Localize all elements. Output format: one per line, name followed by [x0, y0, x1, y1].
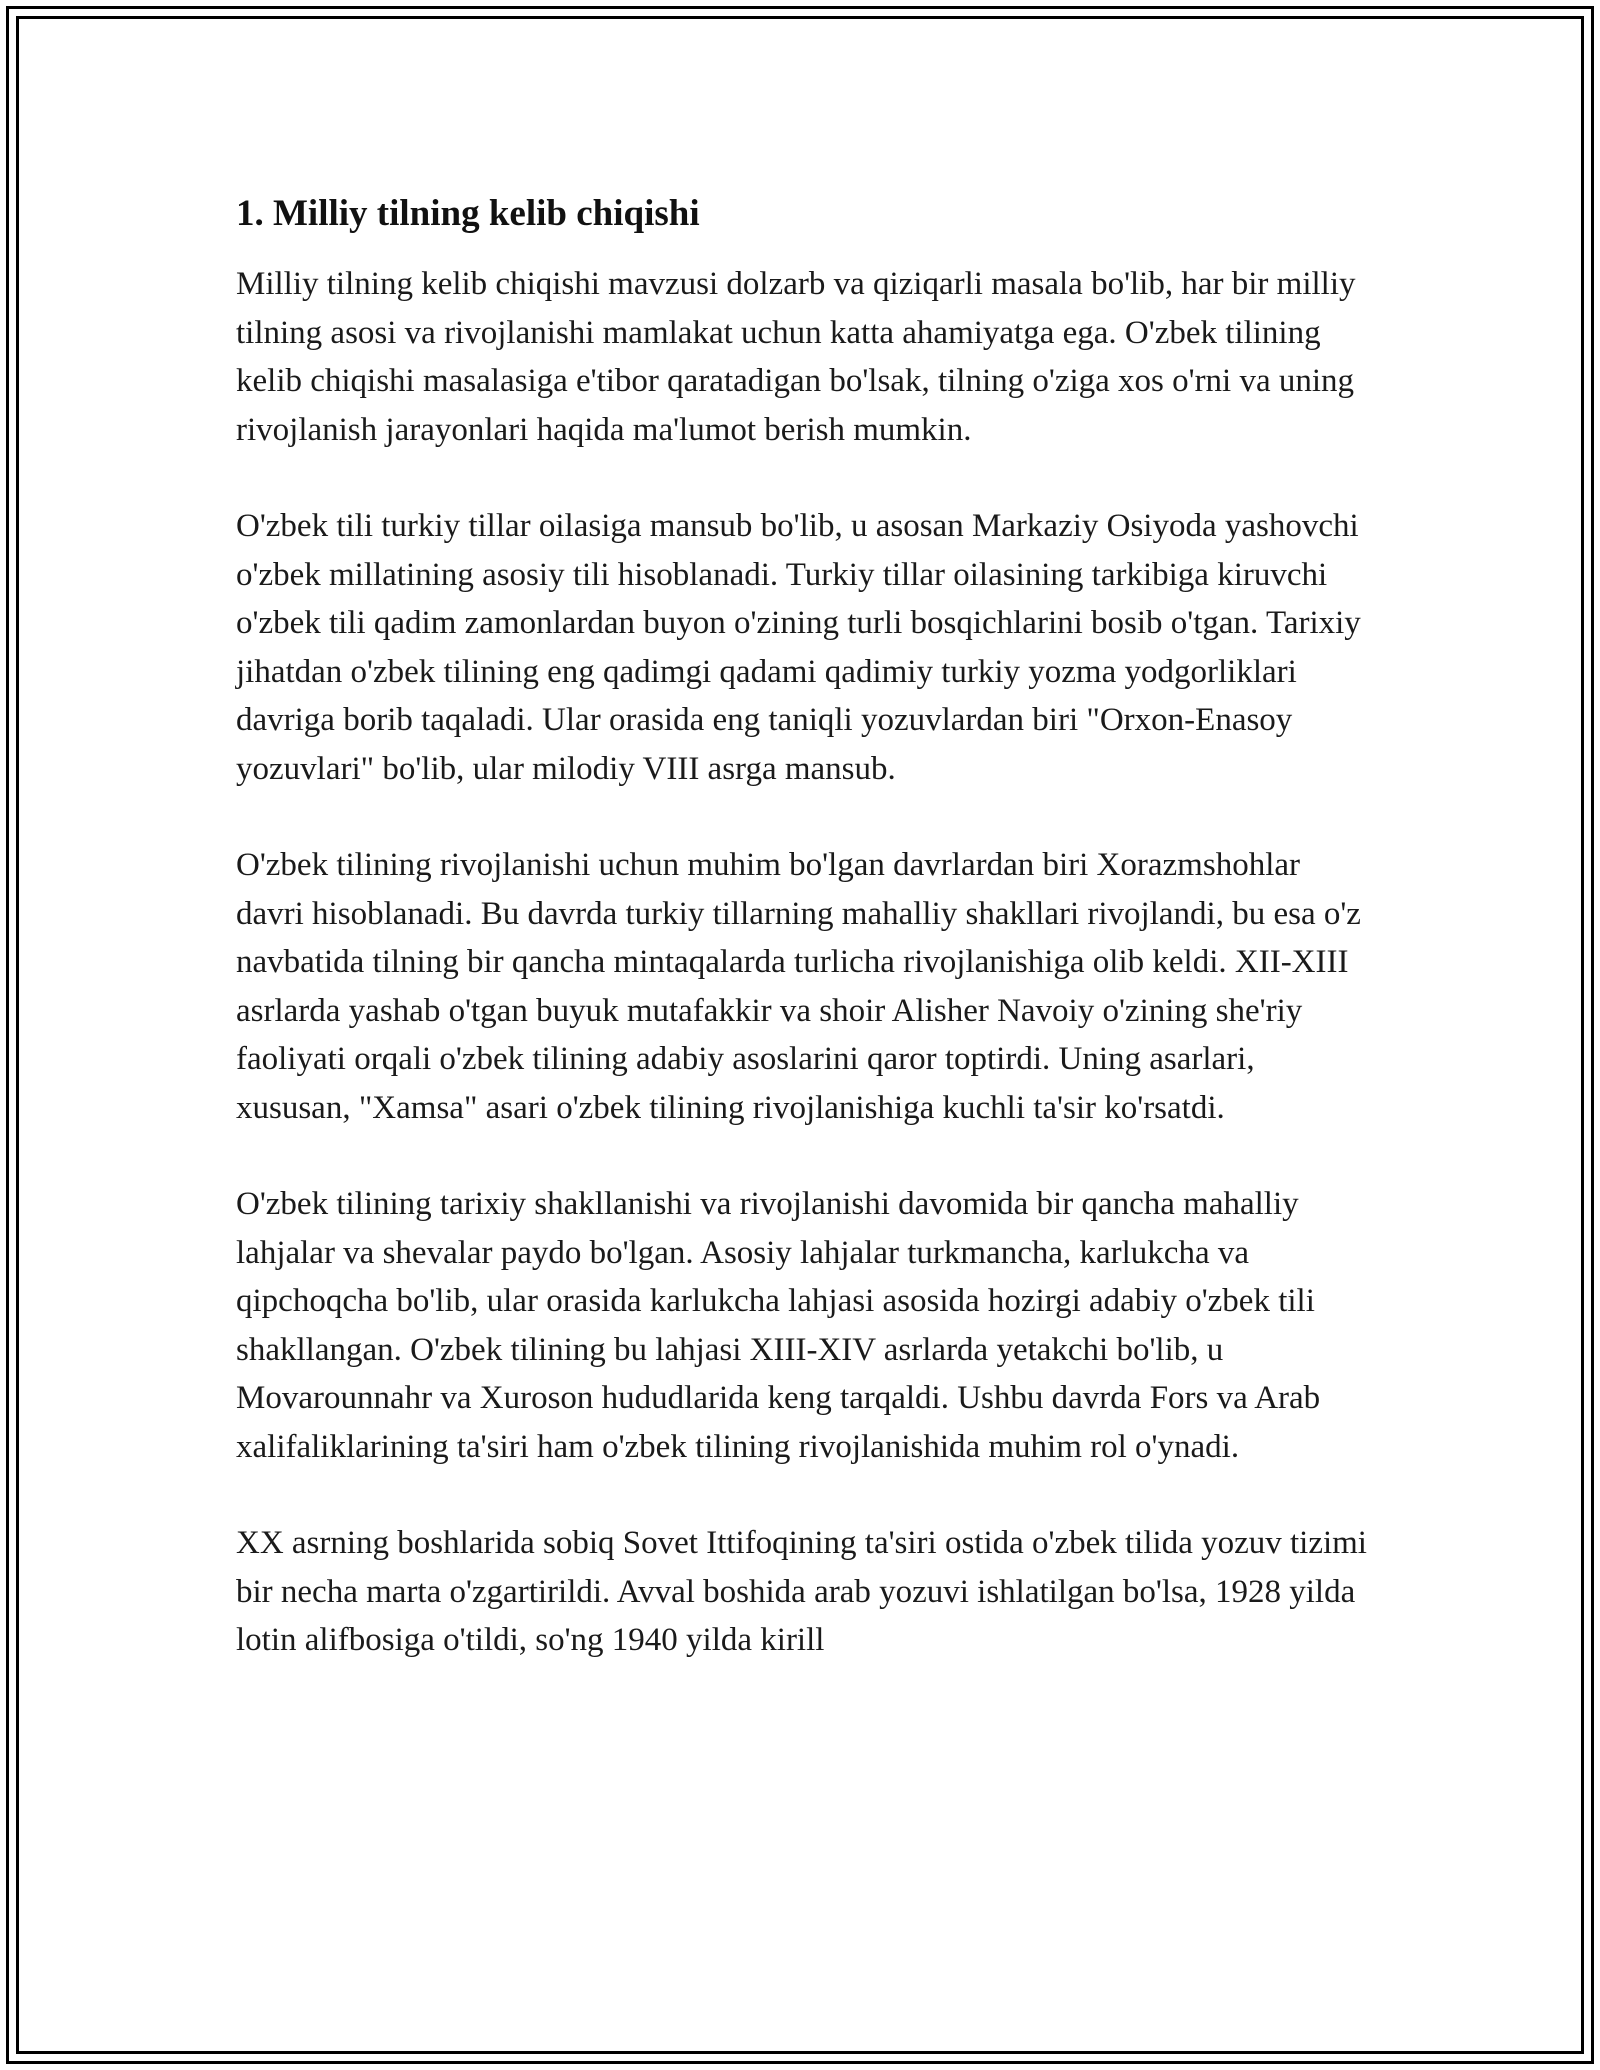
document-body [236, 188, 1376, 1665]
paragraph-3: O'zbek tilining rivojlanishi uchun muhim bo'lgan davrlardan biri Xorazmshohlar davri hisoblanadi. Bu davrda turkiy tillarning mahalliy shakllari rivojlandi, bu esa o'z navbatida tilning bir qancha mintaqalarda turlicha rivojlanishiga olib keldi. XII-XIII asrlarda yashab o'tgan buyuk mutafakkir va shoir Alisher Navoiy o'zining she'riy faoliyati orqali o'zbek tilining adabiy asoslarini qaror toptirdi. Uning asarlari, xususan, "Xamsa" asari o'zbek tilining rivojlanishiga kuchli ta'sir ko'rsatdi. [236, 847, 1361, 1126]
paragraph-4: O'zbek tilining tarixiy shakllanishi va rivojlanishi davomida bir qancha mahalliy lahjalar va shevalar paydo bo'lgan. Asosiy lahjalar turkmancha, karlukcha va qipchoqcha bo'lib, ular orasida karlukcha lahjasi asosida hozirgi adabiy o'zbek tili shakllangan. O'zbek tilining bu lahjasi XIII-XIV asrlarda yetakchi bo'lib, u Movarounnahr va Xuroson hududlarida keng tarqaldi. Ushbu davrda Fors va Arab xalifaliklarining ta'siri ham o'zbek tilining rivojlanishida muhim rol o'ynadi. [236, 1186, 1321, 1465]
paragraph-5: XX asrning boshlarida sobiq Sovet Ittifoqining ta'siri ostida o'zbek tilida yozuv tizimi bir necha marta o'zgartirildi. Avval boshida arab yozuvi ishlatilgan bo'lsa, 1928 yilda lotin alifbosiga o'tildi, so'ng 1940 yilda kirill [236, 1525, 1367, 1658]
paragraph-1: Milliy tilning kelib chiqishi mavzusi dolzarb va qiziqarli masala bo'lib, har bir milliy tilning asosi va rivojlanishi mamlakat uchun katta ahamiyatga ega. O'zbek tilining kelib chiqishi masalasiga e'tibor qaratadigan bo'lsak, tilning o'ziga xos o'rni va uning rivojlanish jarayonlari haqida ma'lumot berish mumkin. [236, 266, 1356, 448]
paragraph-2: O'zbek tili turkiy tillar oilasiga mansub bo'lib, u asosan Markaziy Osiyoda yashovchi o'zbek millatining asosiy tili hisoblanadi. Turkiy tillar oilasining tarkibiga kiruvchi o'zbek tili qadim zamonlardan buyon o'zining turli bosqichlarini bosib o'tgan. Tarixiy jihatdan o'zbek tilining eng qadimgi qadami qadimiy turkiy yozma yodgorliklari davriga borib taqaladi. Ular orasida eng taniqli yozuvlardan biri "Orxon-Enasoy yozuvlari" bo'lib, ular milodiy VIII asrga mansub. [236, 508, 1361, 787]
section-heading: 1. Milliy tilning kelib chiqishi [236, 193, 700, 234]
